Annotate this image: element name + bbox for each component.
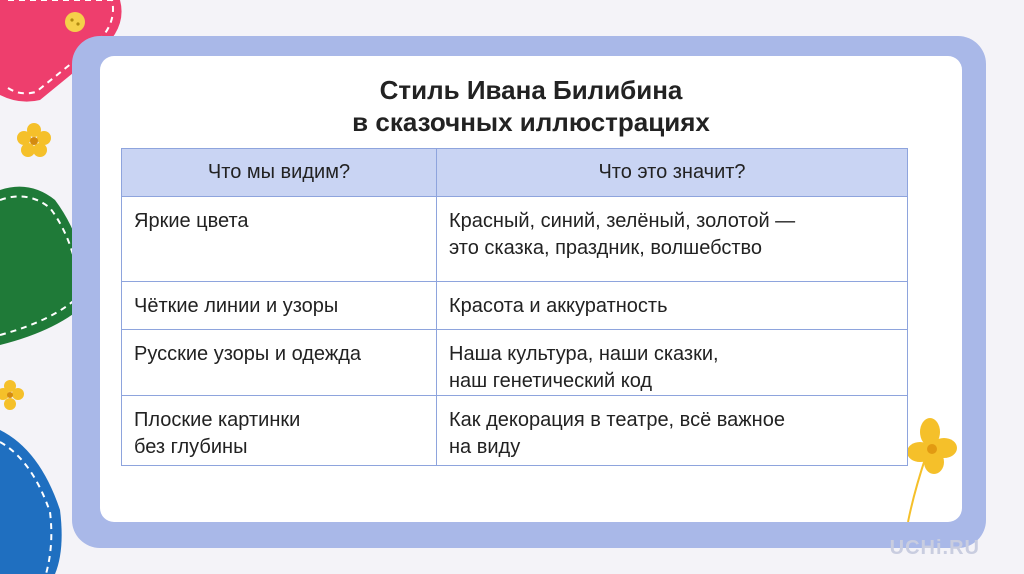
cell-text: Плоские картинки [134,409,301,431]
cell-meaning [437,396,908,466]
column-header-meaning: Что это значит? [437,149,908,197]
cell-text: Яркие цвета [134,210,249,232]
cell-text: Как декорация в театре, всё важное [449,409,785,431]
cell-meaning [437,282,908,330]
cell-text: Красота и аккуратность [449,295,668,317]
watermark-logo: UCHi.RU [889,537,980,559]
flower-icon [0,378,24,414]
flower-icon [900,412,960,522]
cell-text: наш генетический код [449,370,653,392]
table-header-row [122,149,908,197]
cell-what [122,197,437,282]
column-header-what: Что мы видим? [122,149,437,197]
cell-text: Красный, синий, зелёный, золотой — [449,210,796,232]
table-row [122,282,908,330]
table-row [122,330,908,396]
cell-text: на виду [449,436,521,458]
table-row [122,396,908,466]
title-line-1: Стиль Ивана Билибина [379,75,683,105]
cell-text: это сказка, праздник, волшебство [449,237,763,259]
cell-text: Чёткие линии и узоры [134,295,339,317]
cell-meaning [437,330,908,396]
blue-patch-decoration [0,430,70,574]
slide-title [100,74,962,138]
cell-text: без глубины [134,436,248,458]
cell-text: Русские узоры и одежда [134,343,361,365]
comparison-table [121,148,908,466]
table-row [122,197,908,282]
flower-icon [14,120,54,160]
cell-what [122,330,437,396]
cell-text: Наша культура, наши сказки, [449,343,719,365]
cell-what [122,396,437,466]
cell-what [122,282,437,330]
title-line-2: в сказочных иллюстрациях [352,107,710,137]
cell-meaning [437,197,908,282]
